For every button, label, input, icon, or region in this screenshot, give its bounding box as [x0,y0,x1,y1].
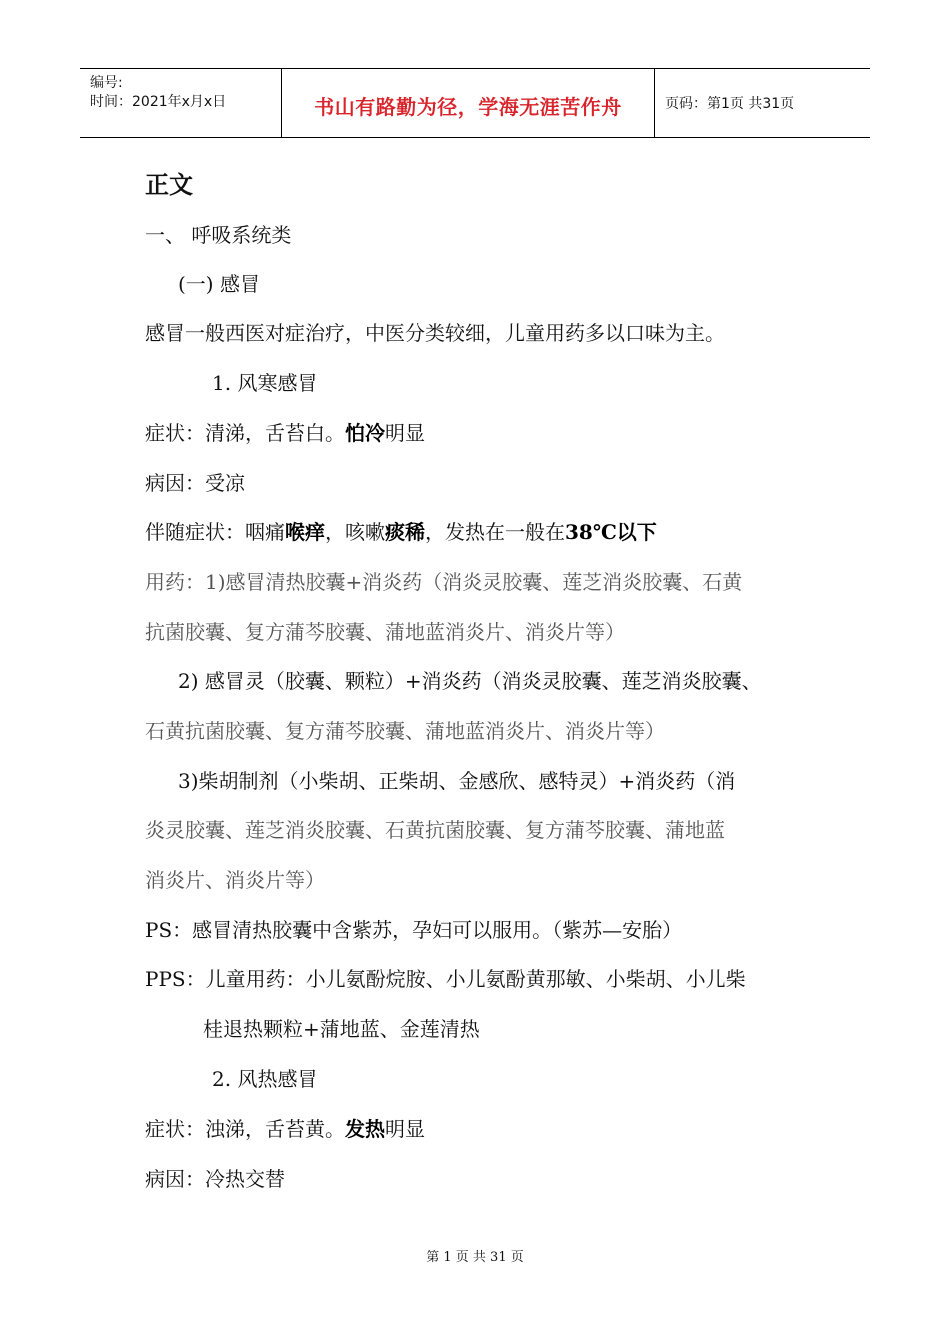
header-page-cell [655,69,870,137]
ps-note: PS：感冒清热胶囊中含紫苏，孕妇可以服用。（紫苏—安胎） [145,918,683,942]
med3-line3: 消炎片、消炎片等） [145,868,325,892]
text-span: ，发热在一般在 [425,520,565,544]
med1-line2: 抗菌胶囊、复方蒲芩胶囊、蒲地蓝消炎片、消炎片等） [145,620,625,644]
pps-line2: 桂退热颗粒+蒲地蓝、金莲清热 [203,1017,480,1041]
text-span: 症状：浊涕，舌苔黄。 [145,1117,345,1141]
item2-symptom [145,1116,425,1142]
item2-title: 2. 风热感冒 [212,1067,318,1091]
bold-span: 痰稀 [385,520,425,544]
bold-span: 发热 [345,1117,385,1141]
text-span: 明显 [385,421,425,445]
header-info-cell [80,69,282,137]
text-span: ，咳嗽 [325,520,385,544]
document-title: 正文 [145,171,193,199]
med3-line2: 炎灵胶囊、莲芝消炎胶囊、石黄抗菌胶囊、复方蒲芩胶囊、蒲地蓝 [145,818,725,842]
subsection-heading: (一) 感冒 [178,272,260,296]
item2-cause: 病因：冷热交替 [145,1167,285,1191]
page-footer: 第 1 页 共 31 页 [426,1250,524,1265]
item1-title: 1. 风寒感冒 [212,371,318,395]
pps-line1: PPS：儿童用药：小儿氨酚烷胺、小儿氨酚黄那敏、小柴胡、小儿柴 [145,967,746,991]
time-label: 时间：2021年x月x日 [90,94,227,110]
intro-paragraph: 感冒一般西医对症治疗，中医分类较细，儿童用药多以口味为主。 [145,321,725,345]
section-heading: 一、 呼吸系统类 [145,223,292,247]
text-span: 明显 [385,1117,425,1141]
med1-line1: 用药：1)感冒清热胶囊+消炎药（消炎灵胶囊、莲芝消炎胶囊、石黄 [145,570,743,594]
med2-line2: 石黄抗菌胶囊、复方蒲芩胶囊、蒲地蓝消炎片、消炎片等） [145,719,665,743]
bold-span: 38℃以下 [565,520,657,544]
text-span: 伴随症状：咽痛 [145,520,285,544]
number-label: 编号: [90,75,123,91]
bold-span: 喉痒 [285,520,325,544]
item1-cause: 病因：受凉 [145,471,245,495]
med3-line1: 3)柴胡制剂（小柴胡、正柴胡、金感欣、感特灵）+消炎药（消 [178,769,736,793]
header-motto-cell [282,69,655,137]
page-label: 页码：第1页 共31页 [665,96,795,112]
motto-text: 书山有路勤为径，学海无涯苦作舟 [314,95,622,119]
item1-accompanying [145,519,657,545]
header-table [80,68,870,138]
med2-line1: 2) 感冒灵（胶囊、颗粒）+消炎药（消炎灵胶囊、莲芝消炎胶囊、 [178,669,762,693]
item1-symptom [145,420,425,446]
text-span: 症状：清涕，舌苔白。 [145,421,345,445]
bold-span: 怕冷 [345,421,385,445]
